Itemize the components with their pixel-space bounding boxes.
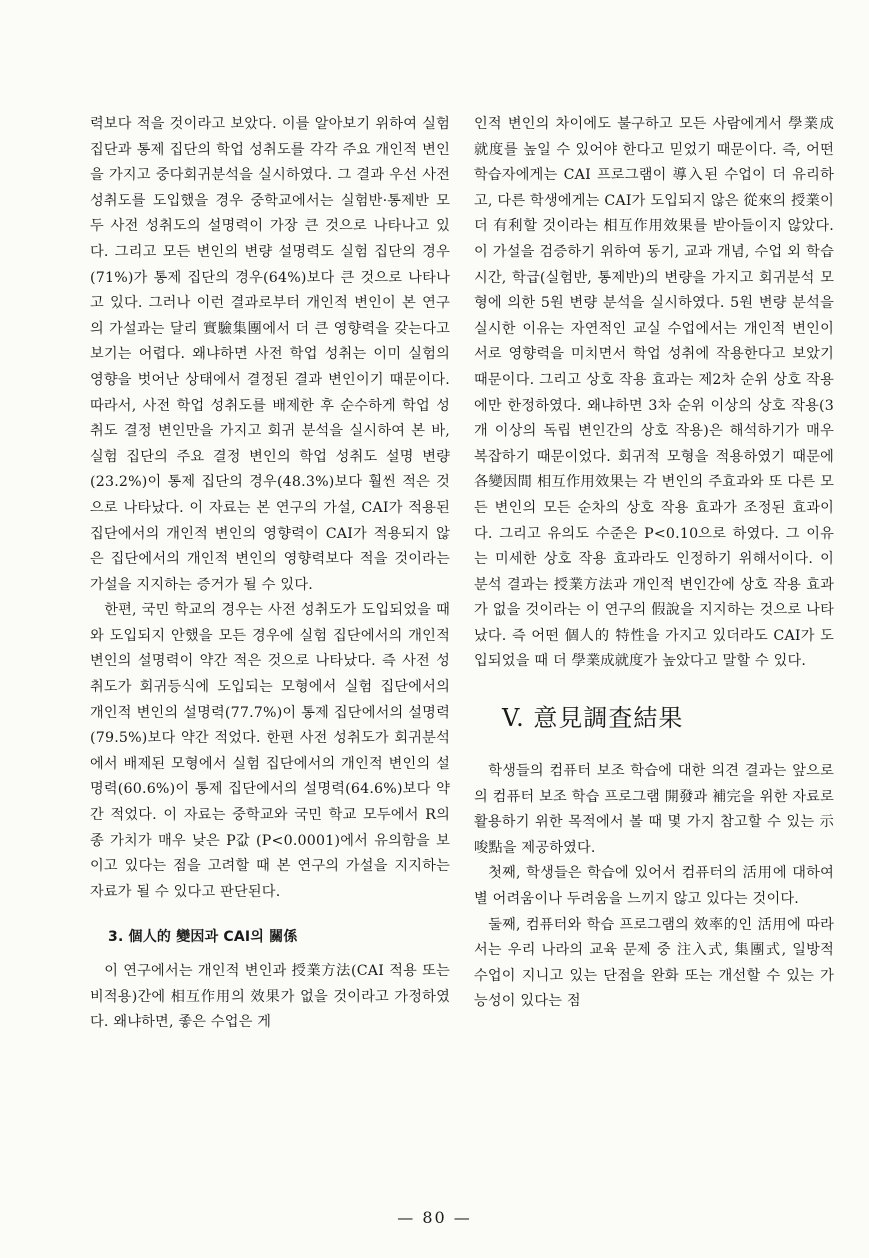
page-number: — 80 —: [397, 1208, 472, 1227]
left-paragraph-3: 이 연구에서는 개인적 변인과 授業方法(CAI 적용 또는 비적용)간에 相互作用의 效果가 없을 것이라고 가정하였다. 왜냐하면, 좋은 수업은 게: [90, 963, 450, 1031]
right-paragraph-4: 둘째, 컴퓨터와 학습 프로그램의 效率的인 活用에 따라서는 우리 나라의 교육 문제 중 注入式, 集團式, 일방적 수업이 지니고 있는 단점을 완화 또는 개선할 수 있는 가능성이 있다는 점: [474, 916, 834, 1010]
right-paragraph-3: 첫째, 학생들은 학습에 있어서 컴퓨터의 活用에 대하여 별 어려움이나 두려움을 느끼지 않고 있다는 것이다.: [474, 865, 834, 908]
section-heading: V. 意見調査結果: [502, 704, 684, 733]
right-paragraph-2: 학생들의 컴퓨터 보조 학습에 대한 의견 결과는 앞으로의 컴퓨터 보조 학습 프로그램 開發과 補完을 위한 자료로 활용하기 위한 목적에서 볼 때 몇 가지 참고할 수 있는 示唆點을 제공하였다.: [474, 763, 834, 856]
left-paragraph-2: 한편, 국민 학교의 경우는 사전 성취도가 도입되었을 때와 도입되지 안했을 모든 경우에 실험 집단에서의 개인적 변인의 설명력이 약간 적은 것으로 나타났다. 즉 사전 성취도가 회귀등식에 도입되는 모형에서 실험 집단에서의 개인적 변인의 설명력(77.7%)이 통제 집단에서의 설명력(79.5%)보다 약간 적었다. 한편 사전 성취도가 회귀분석에서 배제된 모형에서 실험 집단에서의 개인적 변인의 설명력(60.6%)이 통제 집단에서의 설명력(64.6%)보다 약간 적었다. 이 자료는 중학교와 국민 학교 모두에서 R의 종 가치가 매우 낮은 P값 (P<0.0001)에서 유의함을 보이고 있다는 점을 고려할 때 본 연구의 가설을 지지하는 자료가 될 수 있다고 판단된다.: [90, 602, 450, 900]
right-column: [474, 112, 834, 1015]
right-paragraph-1: 인적 변인의 차이에도 불구하고 모든 사람에게서 學業成就度를 높일 수 있어야 한다고 믿었기 때문이다. 즉, 어떤 학습자에게는 CAI 프로그램이 導入된 수업이 더 유리하고, 다른 학생에게는 CAI가 도입되지 않은 從來의 授業이 더 有利할 것이라는 相互作用效果를 받아들이지 않았다. 이 가설을 검증하기 위하여 동기, 교과 개념, 수업 외 학습 시간, 학급(실험반, 통제반)의 변량을 가지고 회귀분석 모형에 의한 5원 변량 분석을 실시하였다. 5원 변량 분석을 실시한 이유는 자연적인 교실 수업에서는 개인적 변인이 서로 영향력을 미치면서 학업 성취에 작용한다고 보았기 때문이다. 그리고 상호 작용 효과는 제2차 순위 상호 작용에만 한정하였다. 왜냐하면 3차 순위 이상의 상호 작용(3개 이상의 독립 변인간의 상호 작용)은 해석하기가 매우 복잡하기 때문이었다. 회귀적 모형을 적용하였기 때문에 各變因間 相互作用效果는 각 변인의 주효과와 또 다른 모든 변인의 모든 순차의 상호 작용 효과가 조정된 효과이다. 그리고 유의도 수준은 P<0.10으로 하였다. 그 이유는 미세한 상호 작용 효과라도 인정하기 위해서이다. 이 분석 결과는 授業方法과 개인적 변인간에 상호 작용 효과가 없을 것이라는 이 연구의 假說을 지지하는 것으로 나타났다. 즉 어떤 個人的 特性을 가지고 있더라도 CAI가 도입되었을 때 더 學業成就度가 높았다고 말할 수 있다.: [474, 116, 834, 670]
subsection-heading: 3. 個人的 變因과 CAI의 關係: [108, 929, 298, 946]
left-column: [90, 112, 450, 1036]
left-paragraph-1: 력보다 적을 것이라고 보았다. 이를 알아보기 위하여 실험 집단과 통제 집단의 학업 성취도를 각각 주요 개인적 변인을 가지고 중다회귀분석을 실시하였다. 그 결과 우선 사전 성취도를 도입했을 경우 중학교에서는 실험반·통제반 모두 사전 성취도의 설명력이 가장 큰 것으로 나타나고 있다. 그리고 모든 변인의 변량 설명력도 실험 집단의 경우(71%)가 통제 집단의 경우(64%)보다 큰 것으로 나타나고 있다. 그러나 이런 결과로부터 개인적 변인이 본 연구의 가설과는 달리 實驗集團에서 더 큰 영향력을 갖는다고 보기는 어렵다. 왜냐하면 사전 학업 성취는 이미 실험의 영향을 벗어난 상태에서 결정된 결과 변인이기 때문이다. 따라서, 사전 학업 성취도를 배제한 후 순수하게 학업 성취도 결정 변인만을 가지고 회귀 분석을 실시하여 본 바, 실험 집단의 주요 결정 변인의 학업 성취도 설명 변량(23.2%)이 통제 집단의 경우(48.3%)보다 훨씬 적은 것으로 나타났다. 이 자료는 본 연구의 가설, CAI가 적용된 집단에서의 개인적 변인의 영향력이 CAI가 적용되지 않은 집단에서의 개인적 변인의 영향력보다 적을 것이라는 가설을 지지하는 증거가 될 수 있다.: [90, 116, 450, 593]
